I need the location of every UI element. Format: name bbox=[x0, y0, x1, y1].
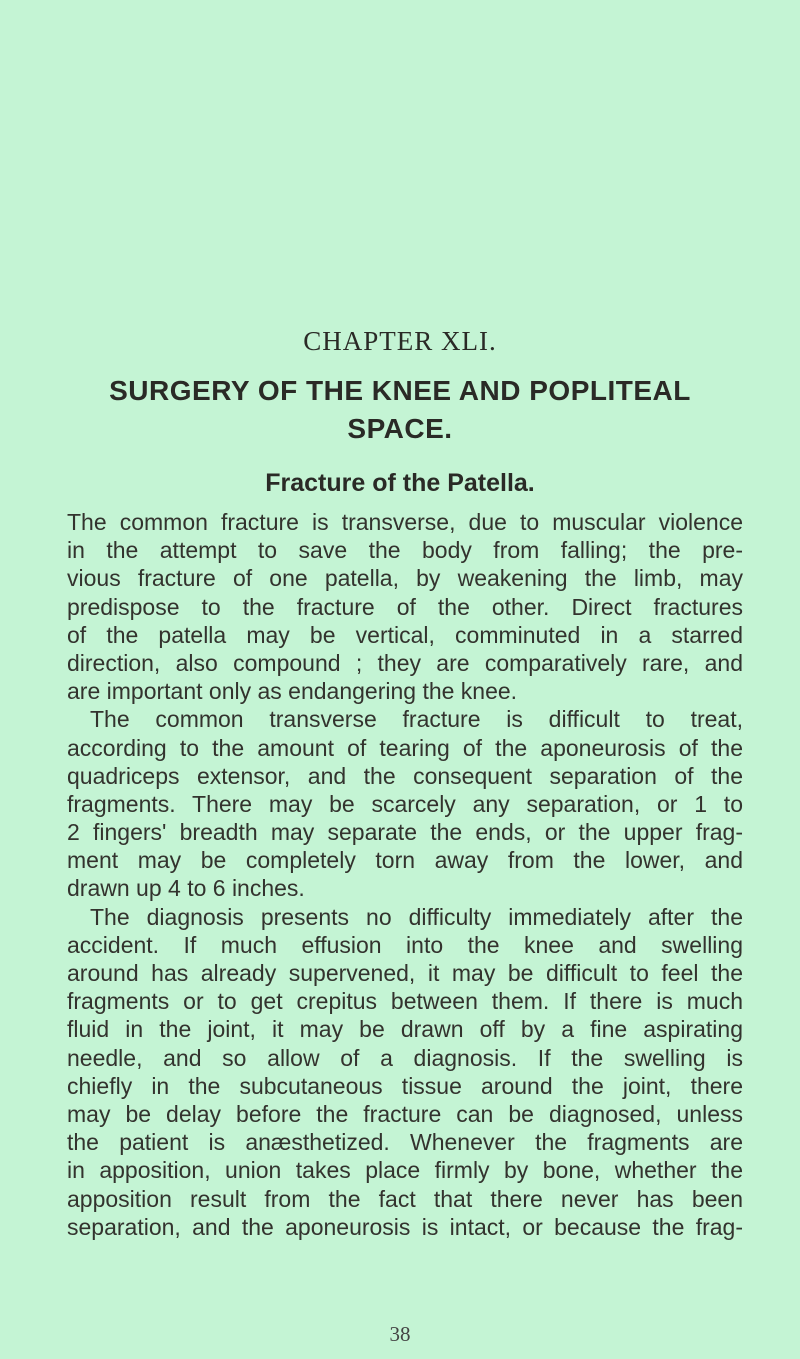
text-line: are important only as endangering the knee. bbox=[67, 678, 518, 705]
text-line: chiefly in the subcutaneous tissue around the joint, there bbox=[67, 1072, 743, 1099]
chapter-title bbox=[0, 372, 800, 448]
text-line: separation, and the aponeurosis is intact, or because the frag- bbox=[67, 1213, 743, 1240]
text-line: of the patella may be vertical, comminuted in a starred bbox=[67, 621, 743, 648]
text-line: around has already supervened, it may be difficult to feel the bbox=[67, 960, 743, 986]
text-line: predispose to the fracture of the other. Direct fractures bbox=[67, 593, 743, 620]
body-text bbox=[67, 508, 743, 1241]
text-line: the patient is anæsthetized. Whenever the fragments are bbox=[67, 1129, 743, 1156]
text-line: fragments. There may be scarcely any separation, or 1 to bbox=[67, 790, 743, 817]
section-heading: Fracture of the Patella. bbox=[265, 469, 535, 497]
text-line: 2 fingers' breadth may separate the ends, or the upper frag- bbox=[67, 819, 743, 846]
text-line: quadriceps extensor, and the consequent separation of the bbox=[67, 762, 743, 789]
text-line: ment may be completely torn away from the lower, and bbox=[67, 847, 743, 874]
text-line: The diagnosis presents no difficulty immediately after the bbox=[90, 903, 743, 930]
chapter-title-line-1: SURGERY OF THE KNEE AND POPLITEAL bbox=[109, 375, 691, 406]
text-line: The common fracture is transverse, due to muscular violence bbox=[67, 509, 743, 535]
text-line: needle, and so allow of a diagnosis. If the swelling is bbox=[67, 1044, 743, 1071]
page-number: 38 bbox=[389, 1322, 411, 1346]
text-line: fluid in the joint, it may be drawn off by a fine aspirating bbox=[67, 1016, 743, 1043]
text-line: may be delay before the fracture can be diagnosed, unless bbox=[67, 1100, 743, 1127]
chapter-title-line-2: SPACE. bbox=[347, 413, 453, 444]
text-line: in the attempt to save the body from falling; the pre- bbox=[67, 537, 743, 564]
text-line: direction, also compound ; they are comparatively rare, and bbox=[67, 649, 743, 676]
chapter-heading: CHAPTER XLI. bbox=[303, 326, 497, 356]
text-line: accident. If much effusion into the knee and swelling bbox=[67, 931, 743, 958]
text-line: fragments or to get crepitus between them. If there is much bbox=[67, 988, 743, 1015]
text-line: The common transverse fracture is difficult to treat, bbox=[90, 706, 743, 733]
text-line: apposition result from the fact that there never has been bbox=[67, 1185, 743, 1212]
text-line: vious fracture of one patella, by weakening the limb, may bbox=[67, 565, 743, 592]
text-line: in apposition, union takes place firmly by bone, whether the bbox=[67, 1157, 743, 1184]
text-line: according to the amount of tearing of the aponeurosis of the bbox=[67, 734, 743, 761]
text-line: drawn up 4 to 6 inches. bbox=[67, 875, 305, 902]
